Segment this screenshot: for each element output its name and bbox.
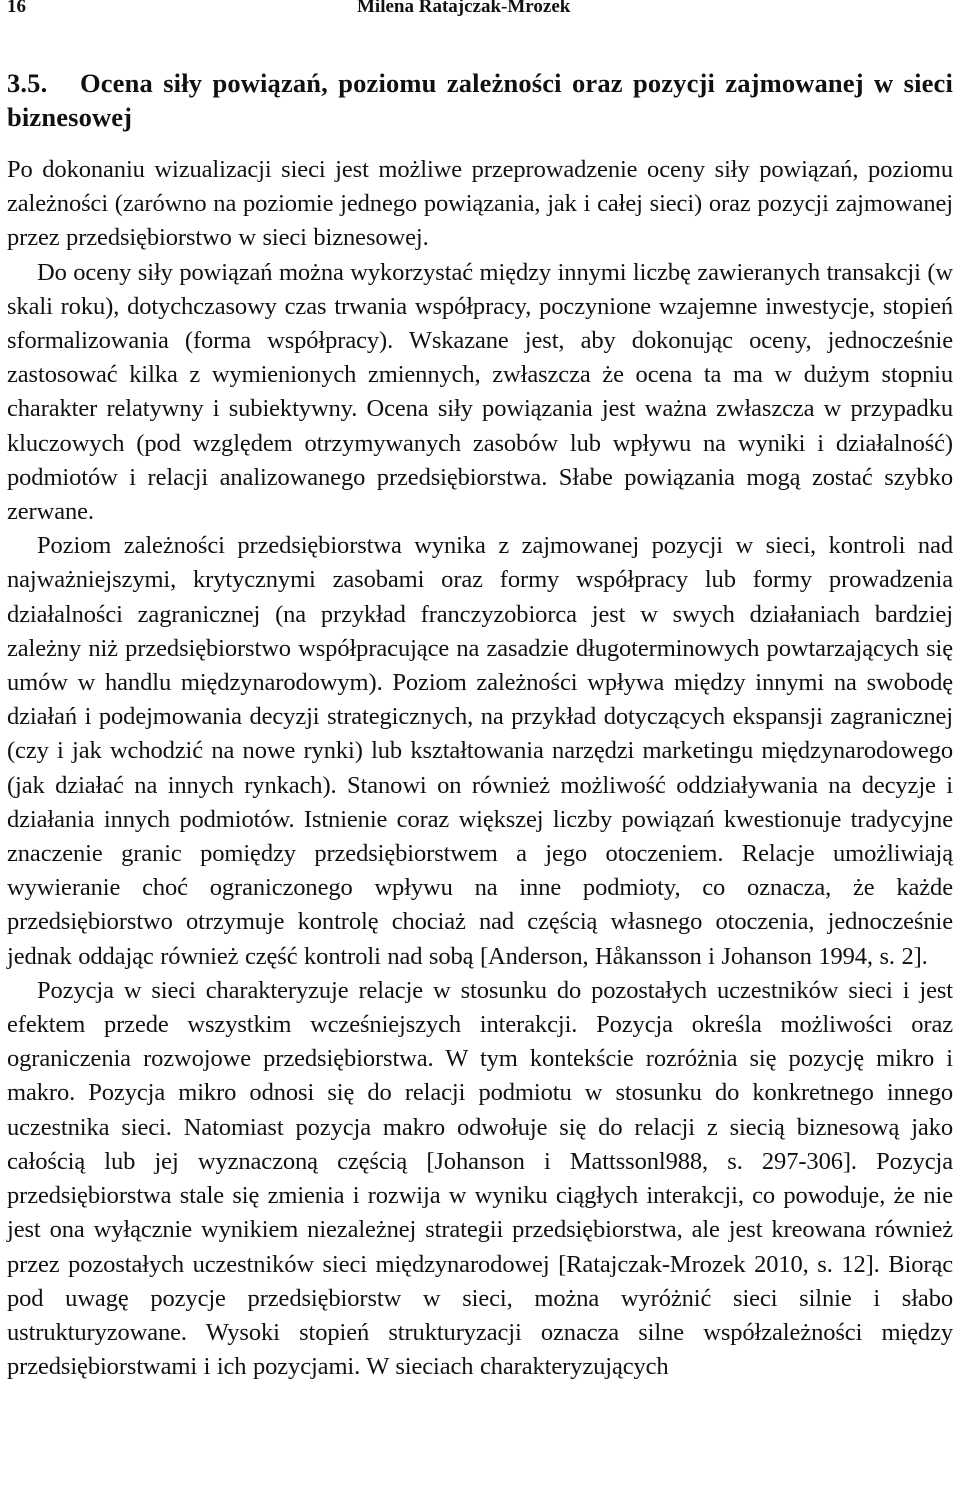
paragraph: Pozycja w sieci charakteryzuje relacje w stosunku do pozostałych uczestników sieci i jest efektem przede wszystkim wcześniejszych interakcji. Pozycja określa możliwości oraz ograniczenia rozwojowe przedsiębiorstwa. W tym kontekście rozróżnia się pozycję mikro i makro. Pozycja mikro odnosi się do relacji podmiotu w stosunku do konkretnego innego uczestnika sieci. Natomiast pozycja makro odwołuje się do relacji z siecią biznesową jako całością lub jej wyznaczoną częścią [Johanson i Mattssonl988, s. 297-306]. Pozycja przedsiębiorstwa stale się zmienia i rozwija w wyniku ciągłych interakcji, co powoduje, że nie jest ona wyłącznie wynikiem niezależnej strategii przedsiębiorstwa, ale jest kreowana również przez pozostałych uczestników sieci międzynarodowej [Ratajczak-Mrozek 2010, s. 12]. Biorąc pod uwagę pozycje przedsiębiorstw w sieci, można wyróżnić sieci silnie i słabo ustrukturyzowane. Wysoki stopień strukturyzacji oznacza silne współzależności między przedsiębiorstwami i ich pozycjami. W sieciach charakteryzujących <box>7 976 953 1381</box>
running-header <box>7 0 953 24</box>
paragraph: Po dokonaniu wizualizacji sieci jest możliwe przeprowadzenie oceny siły powiązań, poziomu zależności (zarówno na poziomie jednego powiązania, jak i całej sieci) oraz pozycji zajmowanej przez przedsiębiorstwo w sieci biznesowej. <box>7 156 953 252</box>
body-text <box>7 153 953 1384</box>
paragraph: Do oceny siły powiązań można wykorzystać między innymi liczbę zawieranych transakcji (w skali roku), dotychczasowy czas trwania współpracy, poczynione wzajemne inwestycje, stopień sformalizowania (forma współpracy). Wskazane jest, aby dokonując oceny, jednocześnie zastosować kilka z wymienionych zmiennych, zwłaszcza że ocena ta ma w dużym stopniu charakter relatywny i subiektywny. Ocena siły powiązania jest ważna zwłaszcza w przypadku kluczowych (pod względem otrzymywanych zasobów lub wpływu na wyniki i działalność) podmiotów i relacji analizowanego przedsiębiorstwa. Słabe powiązania mogą zostać szybko zerwane. <box>7 258 953 526</box>
section-heading <box>7 66 953 134</box>
section-number: 3.5. <box>7 68 48 98</box>
page-number: 16 <box>7 0 26 17</box>
document-page <box>7 0 953 1384</box>
section-title: Ocena siły powiązań, poziomu zależności oraz pozycji zajmowanej w sieci biznesowej <box>7 68 953 132</box>
paragraph: Poziom zależności przedsiębiorstwa wynika z zajmowanej pozycji w sieci, kontroli nad najważniejszymi, krytycznymi zasobami oraz formy współpracy lub formy prowadzenia działalności zagranicznej (na przykład franczyzobiorca jest w swych działaniach bardziej zależny niż przedsiębiorstwo współpracujące na zasadzie długoterminowych powtarzających się umów w handlu międzynarodowym). Poziom zależności wpływa między innymi na swobodę działań i podejmowania decyzji strategicznych, na przykład dotyczących ekspansji zagranicznej (czy i jak wchodzić na nowe rynki) lub kształtowania narzędzi marketingu międzynarodowego (jak działać na innych rynkach). Stanowi on również możliwość oddziaływania na decyzje i działania innych podmiotów. Istnienie coraz większej liczby powiązań kwestionuje tradycyjne znaczenie granic pomiędzy przedsiębiorstwem a jego otoczeniem. Relacje umożliwiają wywieranie choć ograniczonego wpływu na inne podmioty, co oznacza, że każde przedsiębiorstwo otrzymuje kontrolę chociaż nad częścią własnego otoczenia, jednocześnie jednak oddając również część kontroli nad sobą [Anderson, Håkansson i Johanson 1994, s. 2]. <box>7 532 953 970</box>
header-author: Milena Ratajczak-Mrozek <box>357 0 571 17</box>
